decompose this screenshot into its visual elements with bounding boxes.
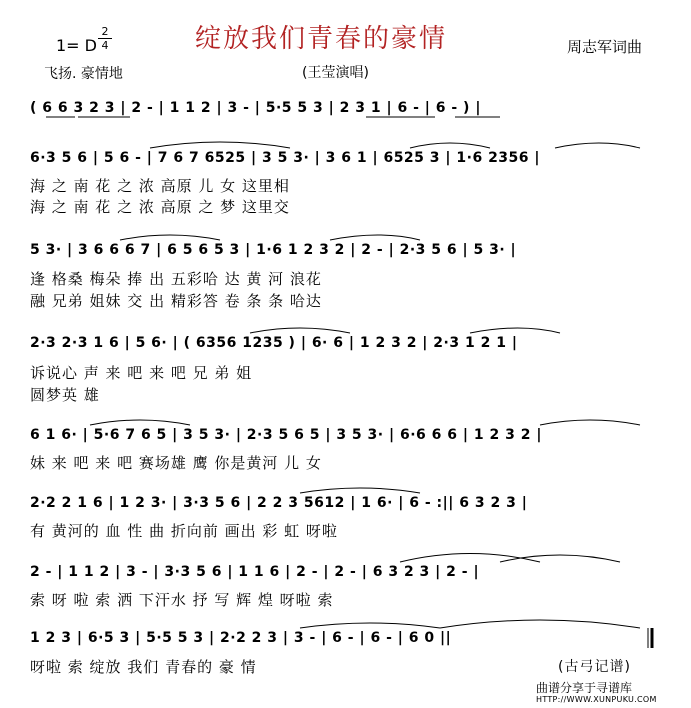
score-line-3-lyrics-verse-1: 逢 格桑 梅朵 捧 出 五彩哈 达 黄 河 浪花 [30,270,322,288]
song-title: 绽放我们青春的豪情 [195,24,448,54]
tempo-marking: 飞扬. 豪情地 [44,66,123,82]
score-line-2-lyrics-verse-1: 海 之 南 花 之 浓 高原 儿 女 这里相 [30,177,290,195]
slur-mark [470,328,560,333]
score-line-4-lyrics-verse-2: 圆梦英 雄 [30,386,100,404]
score-line-7-lyrics: 索 呀 啦 索 洒 下汗水 抒 写 辉 煌 呀啦 索 [30,591,334,609]
slur-mark [120,235,220,240]
slur-mark [540,420,640,425]
slur-mark [300,623,440,628]
slur-mark [440,620,640,628]
slur-mark [300,488,420,493]
slur-mark [500,555,620,562]
slur-mark [250,328,350,333]
singer-credit: (王莹演唱) [302,65,369,81]
slur-mark [90,420,190,425]
composer-credit: 周志军词曲 [567,38,643,56]
score-line-6-notes: 2·2 2 1 6 | 1 2 3· | 3·3 5 6 | 2 2 3 5612 | 1 6· | 6 - :|| 6 3 2 3 | [30,495,528,511]
site-url: HTTP://WWW.XUNPUKU.COM [536,695,657,704]
score-line-8-notes: 1 2 3 | 6·5 3 | 5·5 5 3 | 2·2 2 3 | 3 - | 6 - | 6 - | 6 0 || [30,630,452,646]
score-line-5-lyrics: 妹 来 吧 来 吧 赛场雄 鹰 你是黄河 儿 女 [30,454,322,472]
score-line-3-lyrics-verse-2: 融 兄弟 姐妹 交 出 精彩答 卷 条 条 哈达 [30,292,322,310]
slur-mark [330,235,420,240]
score-line-2-lyrics-verse-2: 海 之 南 花 之 浓 高原 之 梦 这里交 [30,198,290,216]
slur-mark [555,143,640,148]
site-watermark: 曲谱分享于寻谱库 [536,681,633,695]
score-line-8-lyrics: 呀啦 索 绽放 我们 青春的 豪 情 [30,658,257,676]
score-line-1-notes: ( 6 6 3 2 3 | 2 - | 1 1 2 | 3 - | 5·5 5 3 | 2 3 1 | 6 - | 6 - ) | [30,100,481,116]
score-line-2-notes: 6·3 5 6 | 5 6 - | 7 6 7 6525 | 3 5 3· | 3 6 1 | 6525 3 | 1·6 2356 | [30,150,541,166]
score-line-4-notes: 2·3 2·3 1 6 | 5 6· | ( 6356 1235 ) | 6· 6 | 1 2 3 2 | 2·3 1 2 1 | [30,335,518,351]
slur-mark [150,142,290,148]
slur-mark [400,554,540,563]
time-signature-top: 2 [101,25,109,38]
time-signature-bottom: 4 [101,39,109,52]
score-line-7-notes: 2 - | 1 1 2 | 3 - | 3·3 5 6 | 1 1 6 | 2 - | 2 - | 6 3 2 3 | 2 - | [30,564,480,580]
score-line-3-notes: 5 3· | 3 6 6 6 7 | 6 5 6 5 3 | 1·6 1 2 3 2 | 2 - | 2·3 5 6 | 5 3· | [30,242,517,258]
transcriber-credit: (古弓记谱) [558,659,631,675]
key-signature: 1= D [56,36,97,55]
score-line-4-lyrics-verse-1: 诉说心 声 来 吧 来 吧 兄 弟 姐 [30,364,253,382]
slur-mark [410,143,490,148]
score-line-6-lyrics: 有 黄河的 血 性 曲 折向前 画出 彩 虹 呀啦 [30,522,338,540]
score-line-5-notes: 6 1 6· | 5·6 7 6 5 | 3 5 3· | 2·3 5 6 5 | 3 5 3· | 6·6 6 6 | 1 2 3 2 | [30,427,542,443]
